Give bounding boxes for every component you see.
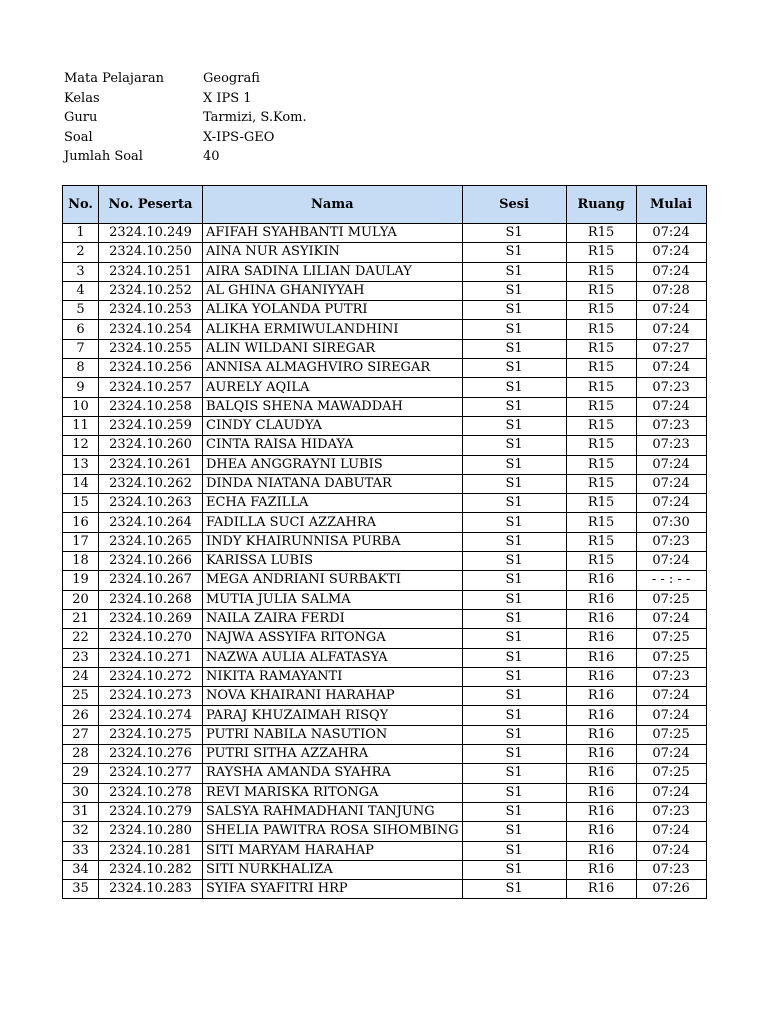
- table-row: [63, 764, 707, 783]
- cell-room: R15: [566, 378, 636, 397]
- cell-participant-number: 2324.10.263: [99, 494, 203, 513]
- cell-session: S1: [462, 378, 566, 397]
- table-row: [63, 513, 707, 532]
- cell-start-time: 07:24: [636, 455, 706, 474]
- cell-no: 30: [63, 783, 99, 802]
- cell-participant-number: 2324.10.260: [99, 436, 203, 455]
- info-value: Tarmizi, S.Kom.: [203, 110, 307, 125]
- cell-room: R15: [566, 474, 636, 493]
- cell-name: KARISSA LUBIS: [203, 552, 463, 571]
- header-start-time: Mulai: [636, 186, 706, 224]
- cell-room: R16: [566, 687, 636, 706]
- info-row: [64, 108, 307, 128]
- table-row: [63, 745, 707, 764]
- cell-session: S1: [462, 745, 566, 764]
- cell-session: S1: [462, 436, 566, 455]
- cell-name: MUTIA JULIA SALMA: [203, 590, 463, 609]
- cell-room: R16: [566, 590, 636, 609]
- cell-room: R15: [566, 243, 636, 262]
- cell-session: S1: [462, 339, 566, 358]
- cell-participant-number: 2324.10.280: [99, 822, 203, 841]
- cell-session: S1: [462, 841, 566, 860]
- cell-session: S1: [462, 706, 566, 725]
- cell-room: R15: [566, 262, 636, 281]
- cell-room: R15: [566, 494, 636, 513]
- cell-no: 24: [63, 667, 99, 686]
- table-row: [63, 687, 707, 706]
- cell-participant-number: 2324.10.255: [99, 339, 203, 358]
- cell-no: 25: [63, 687, 99, 706]
- cell-start-time: 07:23: [636, 378, 706, 397]
- cell-session: S1: [462, 474, 566, 493]
- cell-participant-number: 2324.10.259: [99, 416, 203, 435]
- cell-start-time: 07:24: [636, 262, 706, 281]
- cell-session: S1: [462, 880, 566, 899]
- cell-no: 17: [63, 532, 99, 551]
- cell-no: 2: [63, 243, 99, 262]
- cell-no: 33: [63, 841, 99, 860]
- cell-no: 14: [63, 474, 99, 493]
- cell-participant-number: 2324.10.267: [99, 571, 203, 590]
- cell-room: R16: [566, 648, 636, 667]
- cell-name: MEGA ANDRIANI SURBAKTI: [203, 571, 463, 590]
- cell-participant-number: 2324.10.270: [99, 629, 203, 648]
- cell-start-time: 07:25: [636, 629, 706, 648]
- table-row: [63, 802, 707, 821]
- cell-start-time: 07:24: [636, 243, 706, 262]
- cell-room: R16: [566, 822, 636, 841]
- cell-no: 3: [63, 262, 99, 281]
- cell-name: SHELIA PAWITRA ROSA SIHOMBING: [203, 822, 463, 841]
- info-row: [64, 89, 307, 109]
- cell-start-time: 07:24: [636, 783, 706, 802]
- cell-start-time: 07:24: [636, 841, 706, 860]
- cell-name: AIRA SADINA LILIAN DAULAY: [203, 262, 463, 281]
- cell-room: R16: [566, 860, 636, 879]
- cell-name: ANNISA ALMAGHVIRO SIREGAR: [203, 359, 463, 378]
- cell-participant-number: 2324.10.268: [99, 590, 203, 609]
- cell-start-time: 07:24: [636, 359, 706, 378]
- cell-session: S1: [462, 783, 566, 802]
- info-label: Guru: [64, 110, 98, 125]
- cell-participant-number: 2324.10.261: [99, 455, 203, 474]
- cell-room: R16: [566, 629, 636, 648]
- cell-room: R15: [566, 281, 636, 300]
- info-label: Mata Pelajaran: [64, 71, 165, 86]
- cell-no: 31: [63, 802, 99, 821]
- cell-participant-number: 2324.10.271: [99, 648, 203, 667]
- cell-participant-number: 2324.10.249: [99, 224, 203, 243]
- cell-start-time: 07:23: [636, 802, 706, 821]
- cell-session: S1: [462, 802, 566, 821]
- cell-room: R16: [566, 706, 636, 725]
- cell-no: 22: [63, 629, 99, 648]
- cell-name: AINA NUR ASYIKIN: [203, 243, 463, 262]
- cell-name: NAZWA AULIA ALFATASYA: [203, 648, 463, 667]
- cell-name: INDY KHAIRUNNISA PURBA: [203, 532, 463, 551]
- cell-no: 1: [63, 224, 99, 243]
- table-row: [63, 609, 707, 628]
- cell-name: PARAJ KHUZAIMAH RISQY: [203, 706, 463, 725]
- cell-no: 13: [63, 455, 99, 474]
- cell-room: R15: [566, 513, 636, 532]
- cell-name: AFIFAH SYAHBANTI MULYA: [203, 224, 463, 243]
- cell-start-time: 07:27: [636, 339, 706, 358]
- cell-start-time: 07:28: [636, 281, 706, 300]
- cell-room: R15: [566, 301, 636, 320]
- cell-session: S1: [462, 494, 566, 513]
- cell-no: 7: [63, 339, 99, 358]
- info-row: [64, 69, 307, 89]
- table-row: [63, 262, 707, 281]
- cell-room: R16: [566, 880, 636, 899]
- table-row: [63, 590, 707, 609]
- table-row: [63, 667, 707, 686]
- table-row: [63, 841, 707, 860]
- cell-room: R15: [566, 552, 636, 571]
- cell-name: FADILLA SUCI AZZAHRA: [203, 513, 463, 532]
- cell-name: DHEA ANGGRAYNI LUBIS: [203, 455, 463, 474]
- cell-name: PUTRI SITHA AZZAHRA: [203, 745, 463, 764]
- table-row: [63, 281, 707, 300]
- table-row: [63, 455, 707, 474]
- info-value: 40: [203, 149, 220, 164]
- cell-session: S1: [462, 648, 566, 667]
- header-name: Nama: [203, 186, 463, 224]
- cell-participant-number: 2324.10.278: [99, 783, 203, 802]
- cell-no: 32: [63, 822, 99, 841]
- cell-name: CINDY CLAUDYA: [203, 416, 463, 435]
- cell-room: R16: [566, 764, 636, 783]
- cell-session: S1: [462, 224, 566, 243]
- cell-session: S1: [462, 262, 566, 281]
- cell-start-time: 07:23: [636, 860, 706, 879]
- info-value: Geografi: [203, 71, 260, 86]
- cell-session: S1: [462, 416, 566, 435]
- info-value: X-IPS-GEO: [203, 129, 275, 145]
- table-row: [63, 397, 707, 416]
- cell-participant-number: 2324.10.262: [99, 474, 203, 493]
- cell-session: S1: [462, 243, 566, 262]
- cell-name: REVI MARISKA RITONGA: [203, 783, 463, 802]
- table-row: [63, 725, 707, 744]
- cell-participant-number: 2324.10.257: [99, 378, 203, 397]
- cell-start-time: 07:24: [636, 745, 706, 764]
- cell-participant-number: 2324.10.256: [99, 359, 203, 378]
- table-row: [63, 822, 707, 841]
- cell-start-time: 07:25: [636, 648, 706, 667]
- table-row: [63, 880, 707, 899]
- cell-name: ALIN WILDANI SIREGAR: [203, 339, 463, 358]
- cell-name: RAYSHA AMANDA SYAHRA: [203, 764, 463, 783]
- table-header: [63, 186, 707, 224]
- cell-name: DINDA NIATANA DABUTAR: [203, 474, 463, 493]
- cell-no: 16: [63, 513, 99, 532]
- cell-participant-number: 2324.10.265: [99, 532, 203, 551]
- cell-start-time: - - : - -: [636, 571, 706, 590]
- cell-participant-number: 2324.10.275: [99, 725, 203, 744]
- cell-no: 18: [63, 552, 99, 571]
- cell-participant-number: 2324.10.272: [99, 667, 203, 686]
- cell-session: S1: [462, 822, 566, 841]
- cell-no: 10: [63, 397, 99, 416]
- cell-name: SALSYA RAHMADHANI TANJUNG: [203, 802, 463, 821]
- participant-table: [62, 185, 707, 899]
- cell-start-time: 07:23: [636, 532, 706, 551]
- table-row: [63, 320, 707, 339]
- header-session: Sesi: [462, 186, 566, 224]
- table-row: [63, 474, 707, 493]
- cell-session: S1: [462, 609, 566, 628]
- cell-name: ALIKHA ERMIWULANDHINI: [203, 320, 463, 339]
- cell-session: S1: [462, 455, 566, 474]
- cell-no: 15: [63, 494, 99, 513]
- header-row: [63, 186, 707, 224]
- cell-room: R15: [566, 416, 636, 435]
- cell-start-time: 07:26: [636, 880, 706, 899]
- cell-room: R15: [566, 224, 636, 243]
- table-row: [63, 860, 707, 879]
- cell-room: R15: [566, 359, 636, 378]
- cell-room: R16: [566, 802, 636, 821]
- cell-start-time: 07:25: [636, 590, 706, 609]
- cell-no: 35: [63, 880, 99, 899]
- header-no: No.: [63, 186, 99, 224]
- cell-name: NIKITA RAMAYANTI: [203, 667, 463, 686]
- cell-room: R15: [566, 339, 636, 358]
- cell-session: S1: [462, 571, 566, 590]
- cell-session: S1: [462, 552, 566, 571]
- table-body: [63, 224, 707, 899]
- table-row: [63, 301, 707, 320]
- cell-session: S1: [462, 764, 566, 783]
- cell-no: 21: [63, 609, 99, 628]
- cell-name: NAILA ZAIRA FERDI: [203, 609, 463, 628]
- cell-session: S1: [462, 397, 566, 416]
- cell-start-time: 07:24: [636, 320, 706, 339]
- header-participant-number: No. Peserta: [99, 186, 203, 224]
- cell-room: R15: [566, 436, 636, 455]
- cell-session: S1: [462, 860, 566, 879]
- cell-participant-number: 2324.10.281: [99, 841, 203, 860]
- cell-start-time: 07:24: [636, 224, 706, 243]
- table-row: [63, 224, 707, 243]
- cell-name: ECHA FAZILLA: [203, 494, 463, 513]
- cell-session: S1: [462, 590, 566, 609]
- cell-session: S1: [462, 513, 566, 532]
- cell-participant-number: 2324.10.258: [99, 397, 203, 416]
- cell-name: SITI MARYAM HARAHAP: [203, 841, 463, 860]
- cell-room: R16: [566, 783, 636, 802]
- cell-no: 5: [63, 301, 99, 320]
- cell-start-time: 07:24: [636, 822, 706, 841]
- cell-session: S1: [462, 667, 566, 686]
- cell-session: S1: [462, 359, 566, 378]
- cell-room: R16: [566, 571, 636, 590]
- cell-start-time: 07:24: [636, 397, 706, 416]
- cell-name: AL GHINA GHANIYYAH: [203, 281, 463, 300]
- cell-no: 12: [63, 436, 99, 455]
- cell-participant-number: 2324.10.266: [99, 552, 203, 571]
- table-row: [63, 571, 707, 590]
- cell-room: R16: [566, 725, 636, 744]
- cell-participant-number: 2324.10.277: [99, 764, 203, 783]
- cell-session: S1: [462, 532, 566, 551]
- cell-name: ALIKA YOLANDA PUTRI: [203, 301, 463, 320]
- cell-name: PUTRI NABILA NASUTION: [203, 725, 463, 744]
- cell-room: R16: [566, 841, 636, 860]
- cell-room: R15: [566, 320, 636, 339]
- cell-room: R15: [566, 532, 636, 551]
- exam-info-block: [64, 69, 307, 167]
- cell-participant-number: 2324.10.250: [99, 243, 203, 262]
- table-row: [63, 243, 707, 262]
- cell-start-time: 07:24: [636, 301, 706, 320]
- cell-room: R16: [566, 609, 636, 628]
- info-row: [64, 147, 307, 167]
- cell-participant-number: 2324.10.253: [99, 301, 203, 320]
- cell-name: AURELY AQILA: [203, 378, 463, 397]
- cell-no: 11: [63, 416, 99, 435]
- table-row: [63, 648, 707, 667]
- cell-no: 6: [63, 320, 99, 339]
- cell-start-time: 07:23: [636, 436, 706, 455]
- cell-start-time: 07:25: [636, 764, 706, 783]
- cell-room: R15: [566, 397, 636, 416]
- table-row: [63, 339, 707, 358]
- cell-start-time: 07:30: [636, 513, 706, 532]
- cell-participant-number: 2324.10.282: [99, 860, 203, 879]
- table-row: [63, 552, 707, 571]
- table-row: [63, 706, 707, 725]
- cell-session: S1: [462, 687, 566, 706]
- table-row: [63, 416, 707, 435]
- cell-room: R15: [566, 455, 636, 474]
- cell-no: 27: [63, 725, 99, 744]
- info-row: [64, 128, 307, 148]
- cell-participant-number: 2324.10.283: [99, 880, 203, 899]
- cell-name: NAJWA ASSYIFA RITONGA: [203, 629, 463, 648]
- cell-no: 9: [63, 378, 99, 397]
- cell-session: S1: [462, 725, 566, 744]
- cell-start-time: 07:24: [636, 687, 706, 706]
- table-row: [63, 494, 707, 513]
- cell-name: SYIFA SYAFITRI HRP: [203, 880, 463, 899]
- cell-name: BALQIS SHENA MAWADDAH: [203, 397, 463, 416]
- table-row: [63, 783, 707, 802]
- cell-session: S1: [462, 320, 566, 339]
- cell-start-time: 07:24: [636, 706, 706, 725]
- cell-participant-number: 2324.10.254: [99, 320, 203, 339]
- cell-no: 4: [63, 281, 99, 300]
- cell-session: S1: [462, 629, 566, 648]
- cell-name: CINTA RAISA HIDAYA: [203, 436, 463, 455]
- cell-participant-number: 2324.10.251: [99, 262, 203, 281]
- header-room: Ruang: [566, 186, 636, 224]
- cell-room: R16: [566, 745, 636, 764]
- cell-start-time: 07:24: [636, 609, 706, 628]
- cell-session: S1: [462, 281, 566, 300]
- table-row: [63, 359, 707, 378]
- cell-no: 26: [63, 706, 99, 725]
- cell-participant-number: 2324.10.279: [99, 802, 203, 821]
- cell-name: SITI NURKHALIZA: [203, 860, 463, 879]
- cell-no: 34: [63, 860, 99, 879]
- cell-no: 19: [63, 571, 99, 590]
- cell-start-time: 07:23: [636, 416, 706, 435]
- info-value: X IPS 1: [203, 90, 252, 106]
- cell-no: 29: [63, 764, 99, 783]
- info-label: Kelas: [64, 90, 100, 106]
- table-row: [63, 532, 707, 551]
- cell-session: S1: [462, 301, 566, 320]
- cell-start-time: 07:23: [636, 667, 706, 686]
- cell-start-time: 07:24: [636, 494, 706, 513]
- cell-start-time: 07:24: [636, 474, 706, 493]
- table-row: [63, 629, 707, 648]
- info-label: Soal: [64, 129, 93, 145]
- cell-no: 28: [63, 745, 99, 764]
- cell-participant-number: 2324.10.252: [99, 281, 203, 300]
- cell-participant-number: 2324.10.276: [99, 745, 203, 764]
- cell-participant-number: 2324.10.273: [99, 687, 203, 706]
- info-label: Jumlah Soal: [64, 149, 143, 164]
- cell-start-time: 07:24: [636, 552, 706, 571]
- cell-start-time: 07:25: [636, 725, 706, 744]
- cell-room: R16: [566, 667, 636, 686]
- cell-no: 20: [63, 590, 99, 609]
- cell-participant-number: 2324.10.274: [99, 706, 203, 725]
- cell-participant-number: 2324.10.264: [99, 513, 203, 532]
- cell-no: 8: [63, 359, 99, 378]
- cell-no: 23: [63, 648, 99, 667]
- cell-participant-number: 2324.10.269: [99, 609, 203, 628]
- table-row: [63, 436, 707, 455]
- table-row: [63, 378, 707, 397]
- cell-name: NOVA KHAIRANI HARAHAP: [203, 687, 463, 706]
